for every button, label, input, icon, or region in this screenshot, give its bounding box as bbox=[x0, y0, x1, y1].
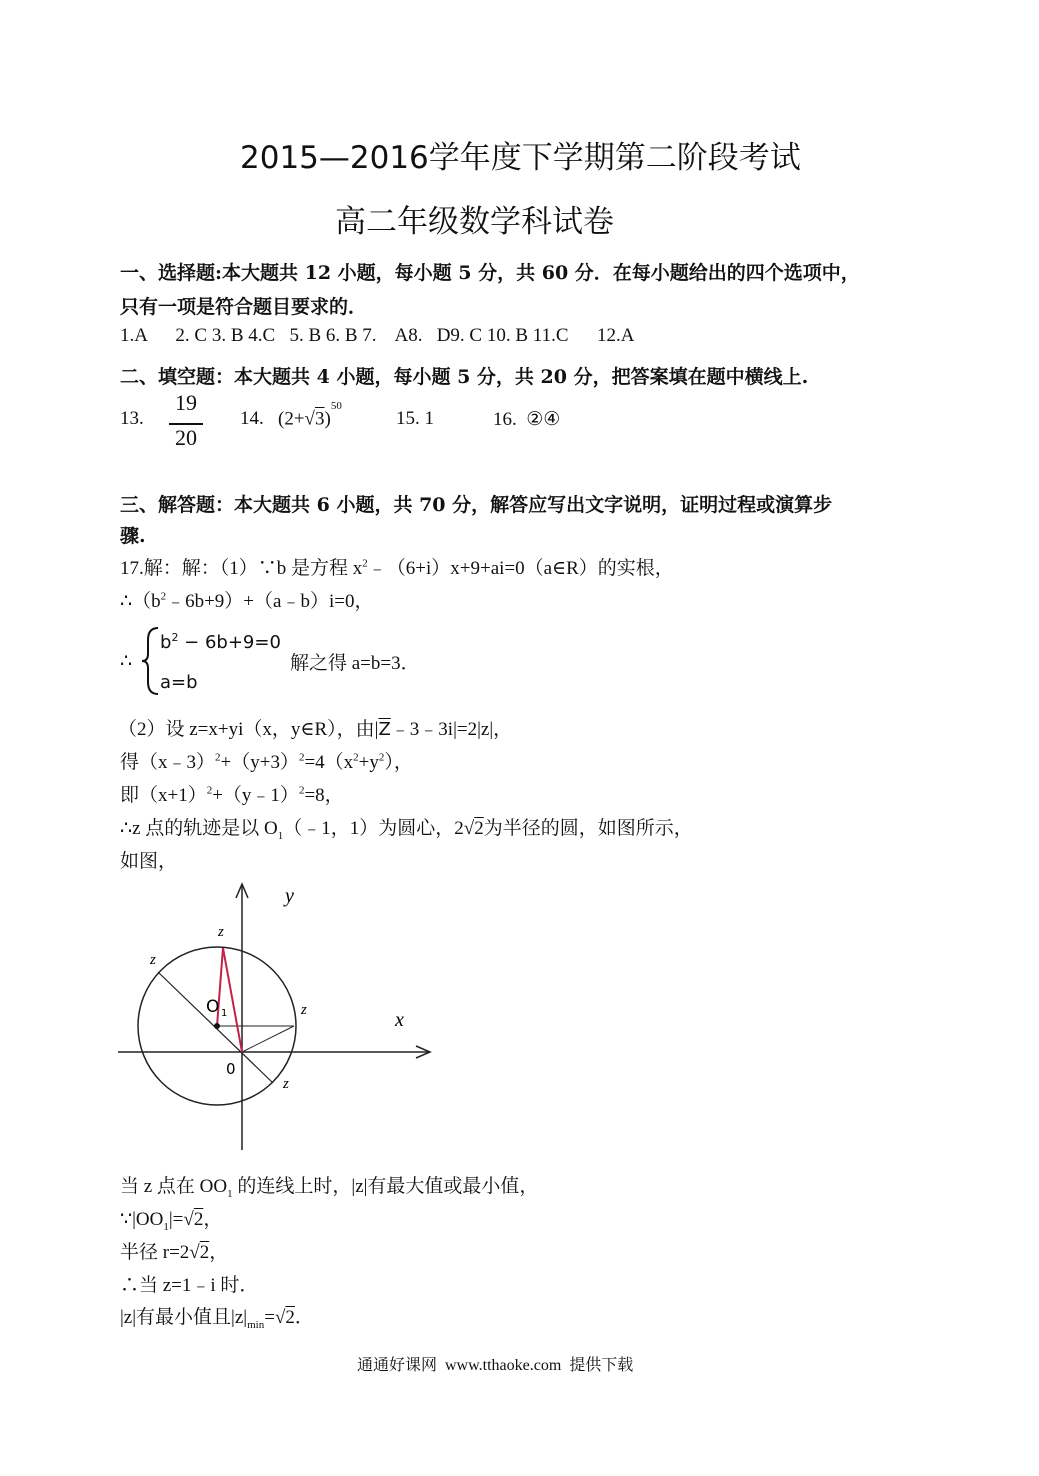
subscript: 1 bbox=[277, 829, 284, 842]
q14-answer bbox=[278, 400, 342, 430]
superscript: 2 bbox=[362, 557, 368, 570]
q17-line-6 bbox=[120, 780, 344, 807]
q17-line-4: （2）设 z=x+yi（x，y∈R），由$|\overline{Z}﹣3﹣3i|=2|z|$， bbox=[118, 719, 513, 740]
z-label-top: z bbox=[218, 924, 224, 940]
superscript: 2 bbox=[378, 751, 385, 764]
x-label: x bbox=[395, 1009, 404, 1031]
text: |z|有最小值且|z| bbox=[120, 1307, 248, 1328]
text: =4（x bbox=[304, 752, 354, 773]
center-point bbox=[214, 1023, 220, 1029]
subscript: 1 bbox=[227, 1187, 233, 1200]
superscript: 2 bbox=[160, 590, 167, 603]
superscript: 2 bbox=[215, 751, 221, 764]
center-label-sub: 1 bbox=[221, 1008, 228, 1019]
segment-to-z bbox=[242, 1026, 294, 1052]
q14-base: (2+ bbox=[278, 408, 305, 430]
text: 当 z 点在 OO bbox=[120, 1176, 228, 1197]
y-label: y bbox=[285, 885, 294, 907]
text: b bbox=[160, 632, 172, 653]
text: ∵|OO bbox=[120, 1209, 164, 1230]
text: ∴（b bbox=[120, 591, 161, 612]
text: 即（x+1） bbox=[120, 785, 207, 806]
q17-line-2 bbox=[120, 586, 373, 613]
conjugate-z: $\overline{Z}$ bbox=[378, 719, 391, 740]
superscript: 2 bbox=[298, 751, 305, 764]
sqrt-sign-icon: √ bbox=[274, 1307, 286, 1328]
text: − 6b+9=0 bbox=[178, 632, 281, 653]
q14-exponent: 50 bbox=[330, 400, 342, 412]
sqrt-sign-icon: √ bbox=[183, 1209, 194, 1230]
q14-close: ) bbox=[324, 408, 331, 430]
part1-heading-cont: 只有一项是符合题目要求的． bbox=[120, 296, 368, 318]
text: ． bbox=[294, 1307, 314, 1328]
system-equation-1 bbox=[160, 631, 281, 653]
q17-line-13 bbox=[120, 1302, 314, 1331]
part2-heading: 二、填空题：本大题共 4 小题，每小题 5 分，共 20 分，把答案填在题中横线上. bbox=[120, 366, 809, 388]
radicand: 2 bbox=[199, 1242, 210, 1263]
q17-line-1 bbox=[120, 553, 674, 580]
text: ， bbox=[209, 1242, 229, 1263]
q13-denominator: 20 bbox=[175, 425, 197, 450]
red-segment-2 bbox=[223, 948, 242, 1052]
radicand: 2 bbox=[285, 1307, 295, 1328]
page-footer: 通通好课网 www.tthaoke.com 提供下载 bbox=[357, 1357, 634, 1374]
q17-line-9 bbox=[120, 1171, 538, 1200]
text: 17.解：解：（1）∵b 是方程 x bbox=[120, 558, 363, 579]
q14-radicand: 3 bbox=[314, 408, 325, 430]
radicand: 2 bbox=[193, 1209, 204, 1230]
title-line-2: 高二年级数学科试卷 bbox=[335, 204, 614, 240]
sqrt-sign-icon: √ bbox=[189, 1242, 200, 1263]
q17-line-7 bbox=[120, 813, 693, 842]
text: （2）设 z=x+yi（x，y∈R），由 bbox=[118, 719, 375, 740]
q17-line-5 bbox=[120, 747, 413, 774]
q15-answer: 15. 1 bbox=[396, 408, 434, 429]
superscript: 2 bbox=[206, 784, 213, 797]
system-therefore: ∴ bbox=[120, 651, 133, 672]
radicand: 2 bbox=[474, 818, 484, 839]
subscript: min bbox=[247, 1318, 265, 1331]
center-label: O bbox=[206, 997, 220, 1017]
text: 半径 r=2 bbox=[120, 1242, 190, 1263]
system-solution: 解之得 a=b=3． bbox=[290, 653, 420, 674]
subscript: 1 bbox=[163, 1220, 169, 1233]
part1-answers: 1.A 2. C 3. B 4.C 5. B 6. B 7. A8. D9. C 10. B 11.C 12.A bbox=[120, 325, 635, 346]
text: +（y+3） bbox=[220, 752, 299, 773]
text: 的连线上时，|z|有最大值或最小值， bbox=[232, 1176, 539, 1197]
sqrt-sign-icon: √ bbox=[463, 818, 475, 839]
superscript: 2 bbox=[298, 784, 305, 797]
text: +（y﹣1） bbox=[212, 785, 299, 806]
origin-label: 0 bbox=[226, 1060, 236, 1078]
title-line-1: 2015—2016学年度下学期第二阶段考试 bbox=[240, 140, 801, 176]
q13-numerator: 19 bbox=[175, 390, 197, 415]
text: （﹣1，1）为圆心，2 bbox=[283, 818, 464, 839]
z-label-bottom: z bbox=[283, 1076, 289, 1092]
part1-heading: 一、选择题:本大题共 12 小题，每小题 5 分，共 60 分．在每小题给出的四个选项中， bbox=[120, 262, 860, 284]
sqrt-sign-icon: √ bbox=[304, 408, 315, 430]
q17-line-12: ∴当 z=1﹣i 时． bbox=[120, 1275, 259, 1296]
part3-heading: 三、解答题：本大题共 6 小题，共 70 分，解答应写出文字说明，证明过程或演算步 bbox=[120, 494, 833, 516]
text: ﹣（6+i）x+9+ai=0（a∈R）的实根， bbox=[367, 558, 674, 579]
z-label-left: z bbox=[150, 952, 156, 968]
text: +y bbox=[358, 752, 379, 773]
q14-label: 14. bbox=[240, 408, 264, 429]
part3-heading-cont: 骤. bbox=[120, 525, 146, 547]
text: ﹣6b+9）+（a﹣b）i=0， bbox=[166, 591, 374, 612]
text: ﹣3﹣3i|=2|z|， bbox=[390, 719, 513, 740]
brace-icon bbox=[140, 626, 162, 701]
q17-line-11 bbox=[120, 1237, 228, 1264]
text: ∴z 点的轨迹是以 O bbox=[120, 818, 278, 839]
circle-figure bbox=[110, 878, 440, 1163]
z-label-right: z bbox=[301, 1002, 307, 1018]
text: |= bbox=[168, 1209, 184, 1230]
q13-label: 13. bbox=[120, 408, 144, 429]
q17-line-8: 如图， bbox=[120, 851, 178, 872]
system-equation-2: a=b bbox=[160, 672, 198, 693]
text: ， bbox=[203, 1209, 223, 1230]
q17-line-10 bbox=[120, 1204, 222, 1233]
text: 为半径的圆，如图所示， bbox=[483, 818, 693, 839]
superscript: 2 bbox=[171, 631, 179, 644]
text: 得（x﹣3） bbox=[120, 752, 216, 773]
superscript: 2 bbox=[353, 751, 359, 764]
text: ）， bbox=[384, 752, 413, 773]
text: = bbox=[264, 1307, 275, 1328]
q16-answer: 16. ②④ bbox=[493, 409, 561, 430]
text: =8， bbox=[304, 785, 344, 806]
